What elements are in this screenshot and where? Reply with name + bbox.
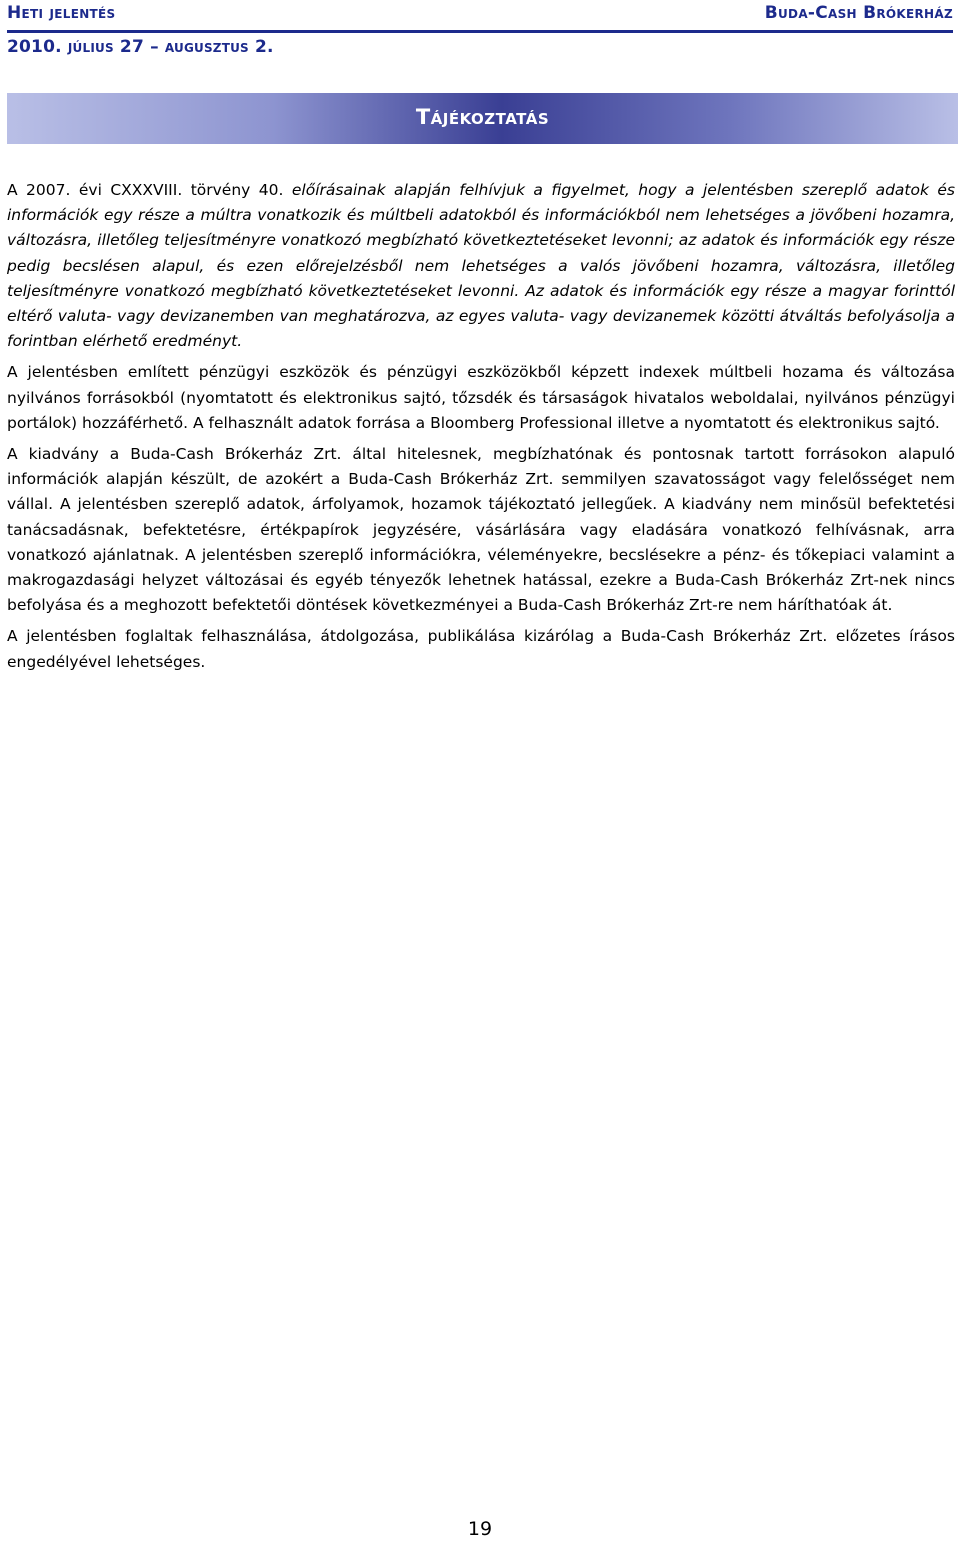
company-name: Buda-Cash Brókerház xyxy=(764,3,953,23)
page-number: 19 xyxy=(467,1518,493,1540)
disclaimer-paragraph-usage: A jelentésben foglaltak felhasználása, átdolgozása, publikálása kizárólag a Buda-Cash Brókerház Zrt. előzetes írásos engedélyével lehetséges. xyxy=(7,627,955,671)
legal-reference: A 2007. évi CXXXVIII. törvény 40. xyxy=(7,181,292,199)
section-banner xyxy=(7,93,958,144)
disclaimer-paragraph-legal xyxy=(7,178,955,354)
header-rule xyxy=(7,30,953,33)
disclaimer-paragraph-liability: A kiadvány a Buda-Cash Brókerház Zrt. által hitelesnek, megbízhatónak és pontosnak tartott forrásokon alapuló információk alapján készült, de azokért a Buda-Cash Brókerház Zrt. semmilyen szavatosságot vagy felelősséget nem vállal. A jelentésben szereplő adatok, árfolyamok, hozamok tájékoztató jellegűek. A kiadvány nem minősül befektetési tanácsadásnak, befektetésre, értékpapírok jegyzésére, vásárlására vagy eladására vonatkozó felhívásnak, arra vonatkozó ajánlatnak. A jelentésben szereplő információkra, véleményekre, becslésekre a pénz- és tőkepiaci valamint a makrogazdasági helyzet változásai és egyéb tényezők lehetnek hatással, ezekre a Buda-Cash Brókerház Zrt-nek nincs befolyása és a meghozott befektetői döntések következményei a Buda-Cash Brókerház Zrt-re nem háríthatóak át. xyxy=(7,445,955,615)
legal-notice-text: előírásainak alapján felhívjuk a figyelmet, hogy a jelentésben szereplő adatok és információk egy része a múltra vonatkozik és múltbeli adatokból és információkból nem lehetséges a jövőbeni hozamra, változásra, illetőleg teljesítményre vonatkozó megbízható következtetéseket levonni; az adatok és információk egy része pedig becslésen alapul, és ezen előrejelzésből nem lehetséges a valós jövőbeni hozamra, változásra, illetőleg teljesítményre vonatkozó megbízható következtetéseket levonni. Az adatok és információk egy része a magyar forinttól eltérő valuta- vagy devizanemben van meghatározva, az egyes valuta- vagy devizanemek közötti átváltás befolyásolja a forintban elérhető eredményt. xyxy=(7,181,956,351)
section-title: Tájékoztatás xyxy=(415,105,550,129)
report-title: Heti jelentés xyxy=(7,3,116,23)
disclaimer-paragraph-sources: A jelentésben említett pénzügyi eszközök és pénzügyi eszközökből képzett indexek múltbeli hozama és változása nyilvános forrásokból (nyomtatott és elektronikus sajtó, tőzsdék és társaságok hivatalos weboldalai, nyilvános pénzügyi portálok) hozzáférhető. A felhasznált adatok forrása a Bloomberg Professional illetve a nyomtatott és elektronikus sajtó. xyxy=(7,363,955,432)
disclaimer-body xyxy=(7,178,955,681)
report-date-range: 2010. július 27 – augusztus 2. xyxy=(7,37,274,57)
page-header xyxy=(7,0,953,60)
